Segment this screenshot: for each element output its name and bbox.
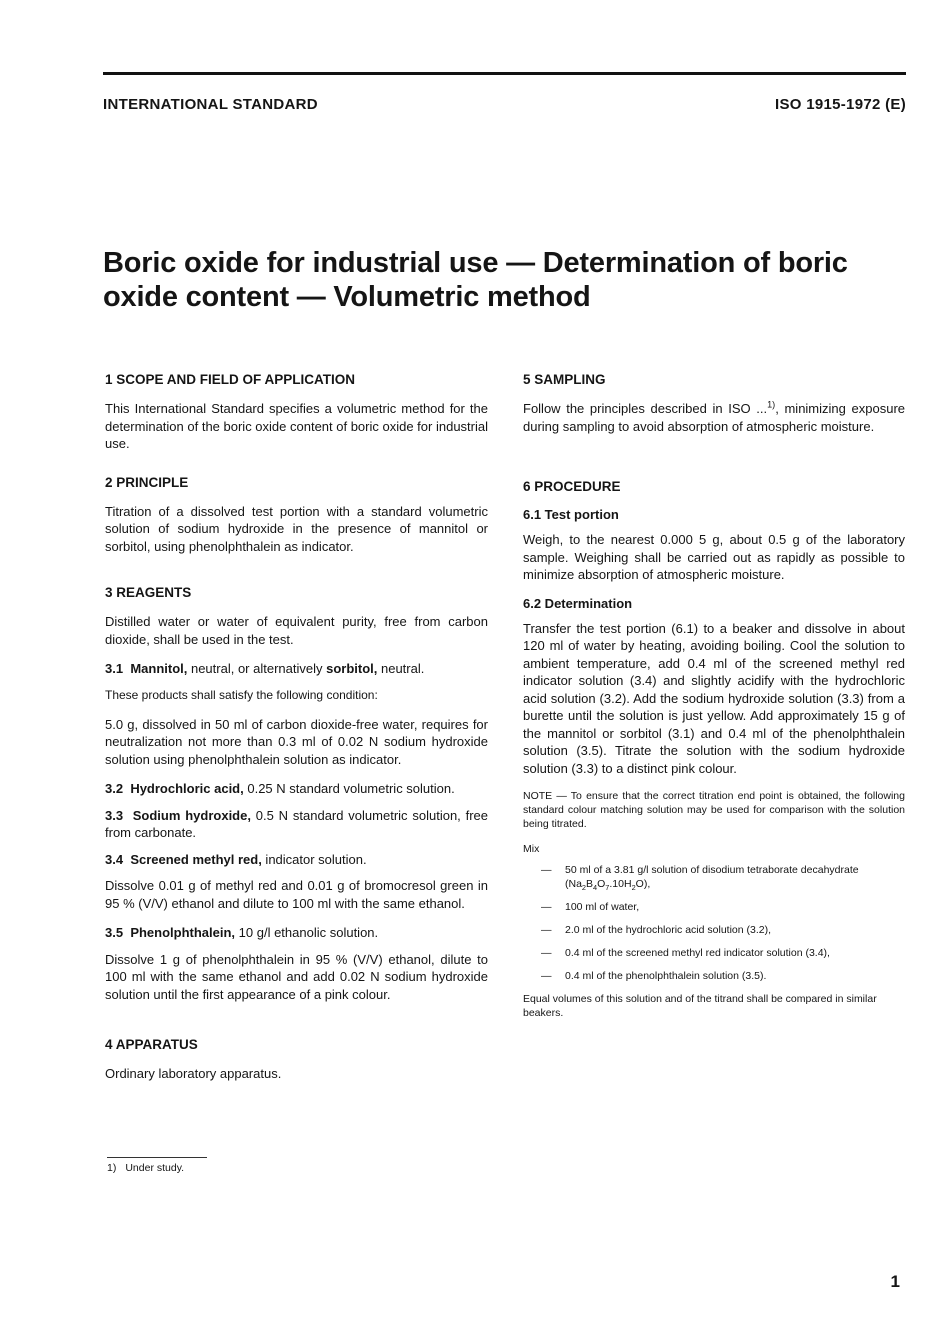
standard-number: ISO 1915-1972 (E) (774, 96, 906, 113)
reagent-3-1-name: Mannitol, (130, 661, 188, 676)
section-heading-procedure: 6 PROCEDURE (523, 479, 621, 494)
section-heading-sampling: 5 SAMPLING (523, 372, 606, 387)
section-heading-principle: 2 PRINCIPLE (105, 474, 189, 490)
reagent-3-2-name: Hydrochloric acid, (130, 781, 244, 796)
mix-list (523, 863, 905, 983)
reagent-3-4-name: Screened methyl red, (130, 851, 262, 867)
reagent-3-2 (105, 780, 488, 798)
reagent-3-1-detail: 5.0 g, dissolved in 50 ml of carbon dioxide-free water, requires for neutralization not more than 0.3 ml of 0.02 N sodium hydroxide solution using phenolphthalein solution as indicator. (105, 716, 488, 767)
reagent-3-1-rest: neutral. (377, 661, 425, 676)
reagent-3-5 (105, 924, 488, 942)
right-column (523, 372, 905, 1020)
comparison-text: Equal volumes of this solution and of the titrand shall be compared in similar beakers. (523, 993, 877, 1019)
mix-item-1-o: O (597, 878, 606, 890)
footnote-rule (107, 1157, 207, 1158)
sampling-text (523, 400, 905, 435)
apparatus-text: Ordinary laboratory apparatus. (105, 1066, 282, 1081)
header-rule (103, 72, 906, 75)
mix-item-1-b: B (586, 878, 594, 890)
mix-item: — 2.0 ml of the hydrochloric acid solution (3.2), (523, 923, 905, 937)
procedure-note: NOTE — To ensure that the correct titration end point is obtained, the following standard colour matching solution may be used for comparison with the solution being titrated. (523, 790, 905, 830)
mix-item: — 100 ml of water, (523, 900, 905, 914)
mix-item: — 0.4 ml of the phenolphthalein solution (3.5). (523, 969, 905, 983)
reagent-3-4-detail: Dissolve 0.01 g of methyl red and 0.01 g of bromocresol green in 95 % (V/V) ethanol and dilute to 100 ml with the same ethanol. (105, 878, 488, 911)
document-title: Boric oxide for industrial use — Determination of boric oxide content — Volumetric method (103, 247, 848, 313)
subsection-heading-6-2: 6.2 Determination (523, 595, 633, 611)
reagent-3-3-rest: 0.5 N standard volumetric solution, free from carbonate. (105, 807, 489, 840)
reagent-3-2-number: 3.2 (105, 781, 124, 796)
footnote-mark: 1) (107, 1162, 117, 1174)
mix-item-1-sub1: 2 (581, 883, 587, 893)
mix-item-1-sub4: 2 (631, 883, 636, 893)
reagent-3-5-name: Phenolphthalein, (130, 925, 236, 940)
mix-item-1-end: O), (635, 878, 651, 890)
reagent-3-1 (105, 660, 488, 678)
principle-text: Titration of a dissolved test portion with a standard volumetric solution of sodium hydroxide in the presence of mannitol or sorbitol, using phenolphthalein as indicator. (105, 503, 488, 554)
mix-item: — 0.4 ml of the screened methyl red indicator solution (3.4), (523, 946, 905, 960)
standard-type: INTERNATIONAL STANDARD (103, 96, 318, 113)
determination-text: Transfer the test portion (6.1) to a beaker and dissolve in about 120 ml of water by heating, avoiding boiling. Cool the solution to ambient temperature, add 0.4 ml of the screened methyl red indicator solution (3.4) and slightly acidify with the hydrochloric acid solution (3.2). Add the sodium hydroxide solution (3.3) from a burette until the solution is just yellow. Add approximately 15 g of the mannitol or sorbitol (3.1) and 0.4 ml of the phenolphthalein solution (3.5). Titrate the solution with the sodium hydroxide solution (3.3) to a distinct pink colour. (523, 620, 905, 776)
section-heading-apparatus: 4 APPARATUS (105, 1037, 198, 1052)
mix-item-1-sub3: 7 (605, 883, 610, 893)
reagent-3-3-name: Sodium hydroxide, (132, 807, 251, 823)
reagent-3-4-rest: indicator solution. (261, 851, 367, 867)
left-column (105, 372, 488, 1095)
page-number: 1 (890, 1272, 900, 1291)
reagent-3-5-detail: Dissolve 1 g of phenolphthalein in 95 % (V/V) ethanol, dilute to 100 ml with the same ethanol and add 0.02 N sodium hydroxide solution until the first appearance of a pink colour. (105, 951, 488, 1002)
test-portion-text: Weigh, to the nearest 0.000 5 g, about 0.5 g of the laboratory sample. Weighing shall be carried out as rapidly as possible to minimize absorption of atmospheric moisture. (523, 532, 905, 582)
mix-item-1-h: .10H (609, 878, 632, 890)
section-heading-reagents: 3 REAGENTS (105, 585, 192, 600)
reagents-intro: Distilled water or water of equivalent purity, free from carbon dioxide, shall be used in the test. (105, 614, 488, 647)
section-heading-scope: 1 SCOPE AND FIELD OF APPLICATION (105, 372, 356, 387)
mix-label: Mix (523, 843, 540, 855)
mix-item (523, 863, 905, 891)
mix-item-1-text: 50 ml of a 3.81 g/l solution of disodium tetraborate decahydrate (Na (565, 864, 859, 890)
reagent-3-4-number: 3.4 (105, 851, 124, 867)
reagent-3-5-rest: 10 g/l ethanolic solution. (235, 925, 379, 940)
reagent-3-1-condition: These products shall satisfy the following condition: (105, 687, 378, 702)
footnote (107, 1162, 184, 1174)
reagent-3-3 (105, 807, 488, 842)
footnote-text: Under study. (125, 1162, 185, 1174)
subsection-heading-6-1: 6.1 Test portion (523, 507, 619, 522)
reagent-3-4 (105, 851, 488, 869)
reagent-3-1-mid: neutral, or alternatively (187, 661, 327, 676)
mix-item-1-sub2: 4 (593, 883, 598, 893)
sampling-text-before: Follow the principles described in ISO ... (523, 401, 768, 416)
reagent-3-1-number: 3.1 (105, 661, 124, 676)
reagent-3-2-rest: 0.25 N standard volumetric solution. (243, 781, 455, 796)
reagent-3-1-name2: sorbitol, (326, 661, 378, 676)
reagent-3-3-number: 3.3 (105, 807, 124, 823)
scope-text: This International Standard specifies a volumetric method for the determination of the boric oxide content of boric oxide for industrial use. (105, 401, 488, 451)
sampling-text-after: , minimizing exposure during sampling to avoid absorption of atmospheric moisture. (523, 401, 905, 434)
footnote-reference: 1) (767, 399, 776, 410)
reagent-3-5-number: 3.5 (105, 925, 124, 940)
